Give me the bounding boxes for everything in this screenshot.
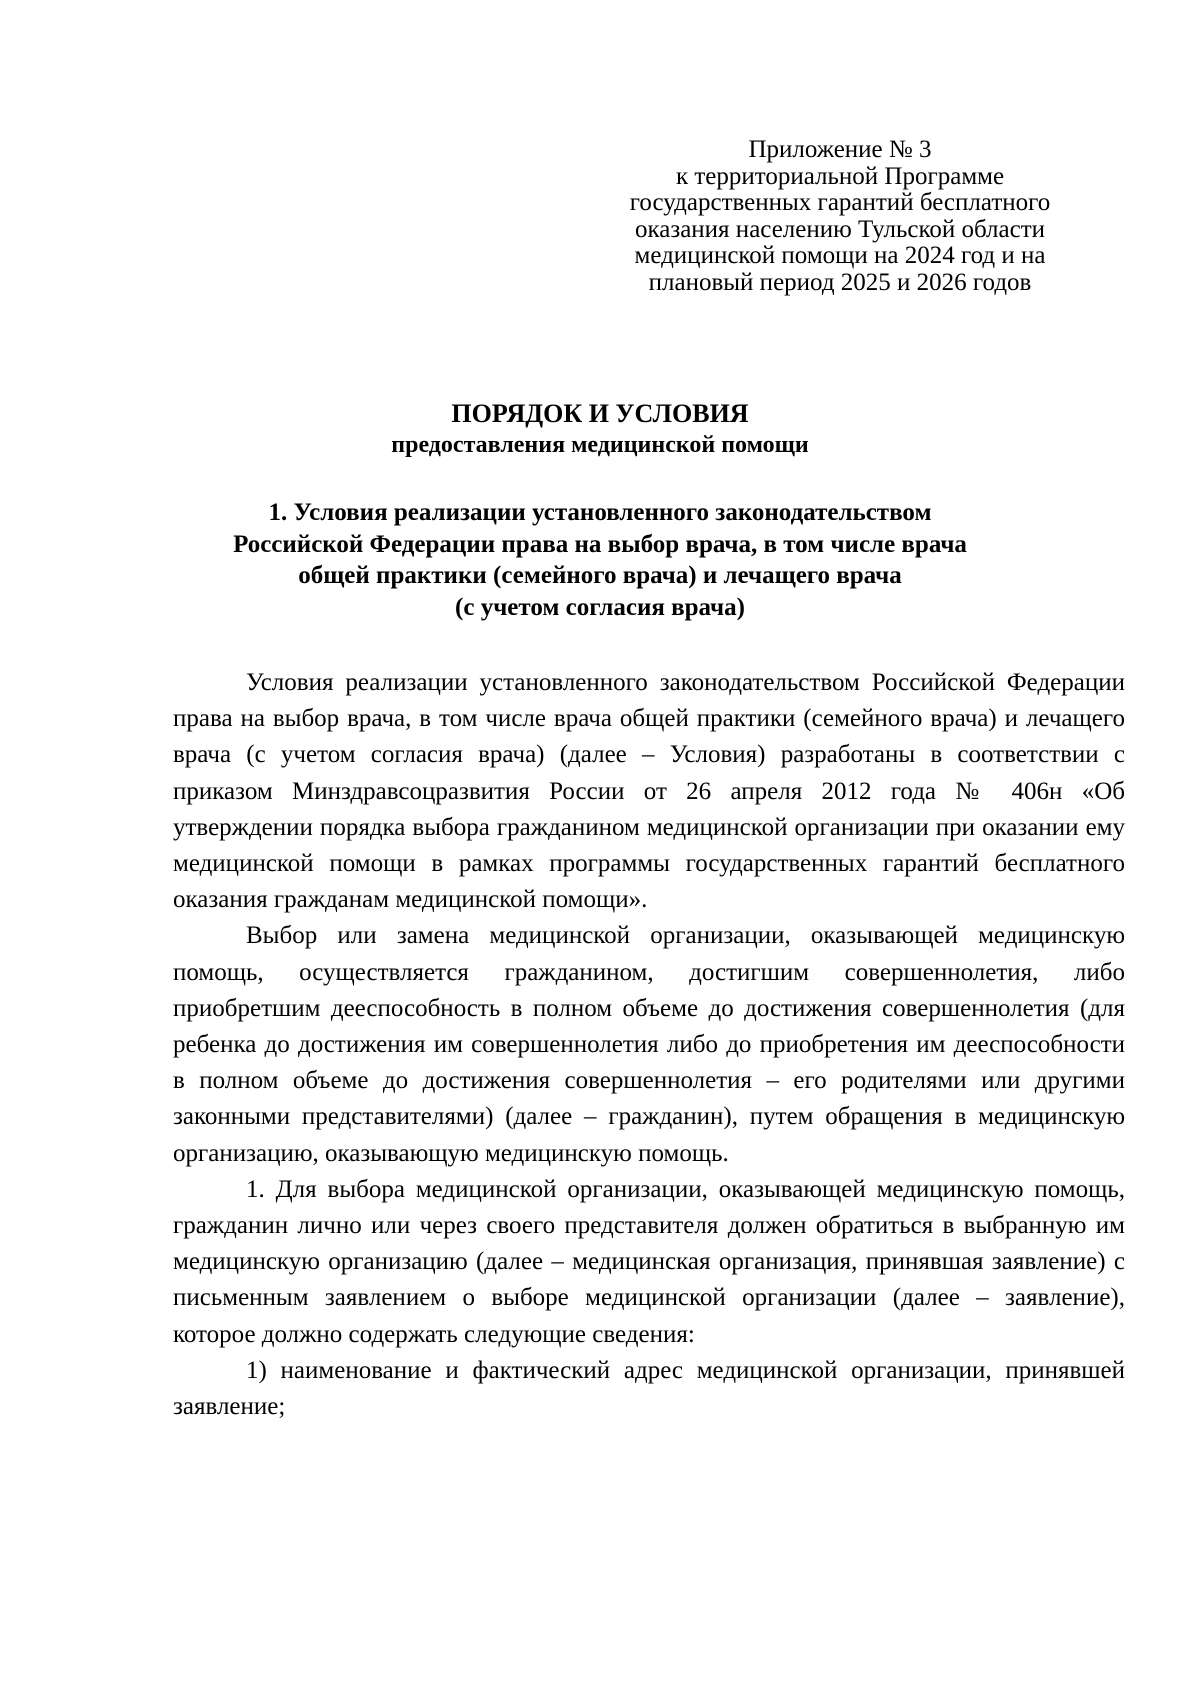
paragraph: 1. Для выбора медицинской организации, оказывающей медицинскую помощь, гражданин лично или через своего представителя должен обратиться в выбранную им медицинскую организацию (далее – медицинская организация, принявшая заявление) с письменным заявлением о выборе медицинской организации (далее – заявление), которое должно содержать следующие сведения: [173, 1175, 1125, 1348]
appendix-line: Приложение № 3 [748, 136, 932, 163]
section-heading-line: общей практики (семейного врача) и лечащего врача [298, 562, 902, 589]
appendix-line: оказания населению Тульской области [634, 215, 1046, 243]
title-subtitle: предоставления медицинской помощи [391, 432, 809, 458]
appendix-note [560, 137, 1120, 296]
appendix-line: медицинской помощи на 2024 год и на [634, 242, 1046, 269]
body-text [173, 665, 1125, 1425]
appendix-line: к территориальной Программе [675, 162, 1005, 190]
section-heading-line: (с учетом согласия врача) [455, 593, 745, 621]
appendix-line: государственных гарантий бесплатного [629, 189, 1051, 216]
document-title [0, 398, 1200, 460]
appendix-line: плановый период 2025 и 2026 годов [648, 268, 1032, 296]
paragraph: 1) наименование и фактический адрес медицинской организации, принявшей заявление; [173, 1356, 1125, 1421]
section-heading-line: Российской Федерации права на выбор врача, в том числе врача [233, 530, 967, 558]
section-heading [0, 497, 1200, 623]
title-main: ПОРЯДОК И УСЛОВИЯ [451, 399, 749, 428]
paragraph: Условия реализации установленного законодательством Российской Федерации права на выбор врача, в том числе врача общей практики (семейного врача) и лечащего врача (с учетом согласия врача) (далее – Условия) разработаны в соответствии с приказом Минздравсоцразвития России от 26 апреля 2012 года № 406н «Об утверждении порядка выбора гражданином медицинской организации при оказании ему медицинской помощи в рамках программы государственных гарантий бесплатного оказания гражданам медицинской помощи». [173, 669, 1125, 914]
paragraph: Выбор или замена медицинской организации, оказывающей медицинскую помощь, осуществляется гражданином, достигшим совершеннолетия, либо приобретшим дееспособность в полном объеме до достижения совершеннолетия (для ребенка до достижения им совершеннолетия либо до приобретения им дееспособности в полном объеме до достижения совершеннолетия – его родителями или другими законными представителями) (далее – гражданин), путем обращения в медицинскую организацию, оказывающую медицинскую помощь. [173, 922, 1125, 1167]
section-heading-line: 1. Условия реализации установленного законодательством [268, 499, 932, 526]
